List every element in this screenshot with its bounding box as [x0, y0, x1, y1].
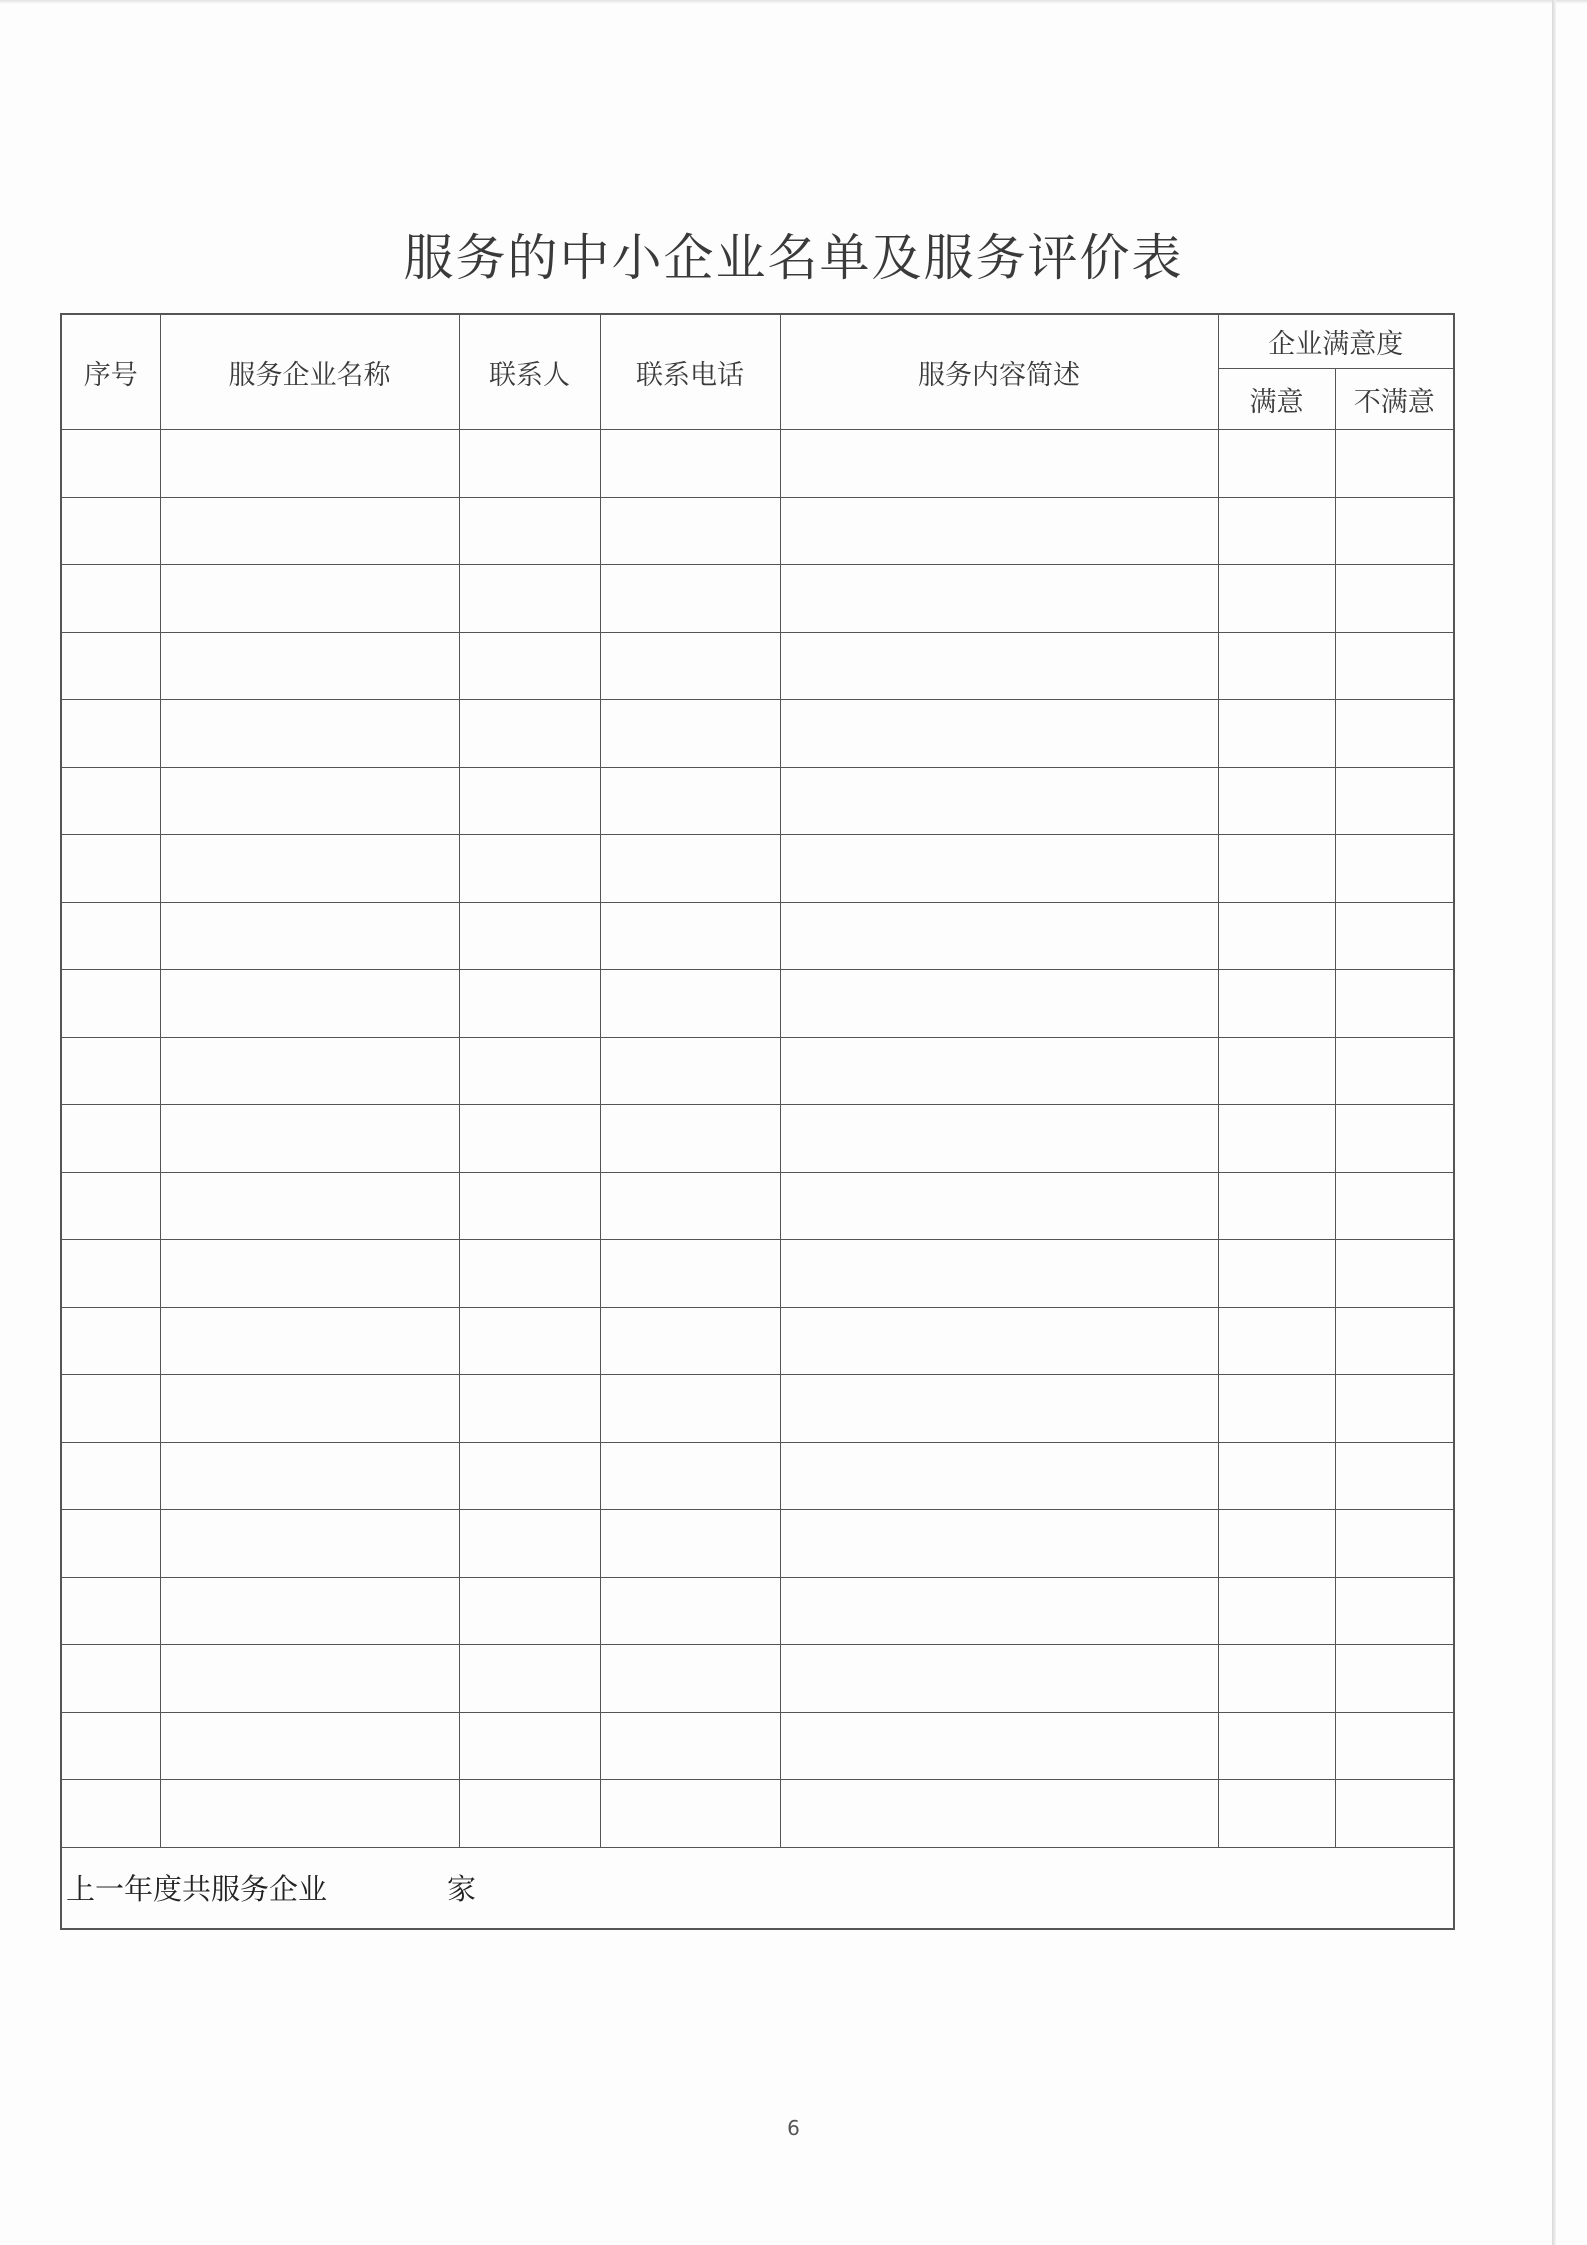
table-row: [61, 1442, 1454, 1510]
footer-summary-cell: [61, 1847, 1454, 1929]
cell-index[interactable]: [61, 565, 160, 633]
cell-contact[interactable]: [459, 1307, 600, 1375]
cell-service-description[interactable]: [780, 1240, 1218, 1308]
cell-unsatisfied[interactable]: [1335, 565, 1454, 633]
cell-phone[interactable]: [600, 1577, 780, 1645]
cell-company-name[interactable]: [160, 1645, 459, 1713]
table-footer-row: [61, 1847, 1454, 1929]
table-row: [61, 1645, 1454, 1713]
cell-service-description[interactable]: [780, 430, 1218, 498]
cell-service-description[interactable]: [780, 835, 1218, 903]
header-index: 序号: [61, 314, 160, 430]
cell-unsatisfied[interactable]: [1335, 1645, 1454, 1713]
scan-edge-top: [0, 0, 1587, 4]
page-number: 6: [787, 2116, 800, 2140]
cell-contact[interactable]: [459, 1037, 600, 1105]
cell-phone[interactable]: [600, 835, 780, 903]
cell-company-name[interactable]: [160, 970, 459, 1038]
cell-satisfied[interactable]: [1218, 1780, 1335, 1848]
table-row: [61, 497, 1454, 565]
cell-satisfied[interactable]: [1218, 1375, 1335, 1443]
cell-index[interactable]: [61, 1375, 160, 1443]
cell-unsatisfied[interactable]: [1335, 1712, 1454, 1780]
cell-satisfied[interactable]: [1218, 1105, 1335, 1173]
cell-phone[interactable]: [600, 497, 780, 565]
cell-index[interactable]: [61, 430, 160, 498]
cell-unsatisfied[interactable]: [1335, 700, 1454, 768]
cell-contact[interactable]: [459, 565, 600, 633]
cell-service-description[interactable]: [780, 1307, 1218, 1375]
cell-service-description[interactable]: [780, 700, 1218, 768]
table-row: [61, 767, 1454, 835]
cell-company-name[interactable]: [160, 1240, 459, 1308]
cell-contact[interactable]: [459, 1712, 600, 1780]
cell-phone[interactable]: [600, 1780, 780, 1848]
header-service-description: 服务内容简述: [780, 314, 1218, 430]
cell-unsatisfied[interactable]: [1335, 497, 1454, 565]
cell-satisfied[interactable]: [1218, 1240, 1335, 1308]
cell-unsatisfied[interactable]: [1335, 1307, 1454, 1375]
table-row: [61, 1105, 1454, 1173]
cell-satisfied[interactable]: [1218, 1442, 1335, 1510]
cell-index[interactable]: [61, 1510, 160, 1578]
cell-service-description[interactable]: [780, 767, 1218, 835]
cell-satisfied[interactable]: [1218, 497, 1335, 565]
cell-index[interactable]: [61, 767, 160, 835]
cell-index[interactable]: [61, 1712, 160, 1780]
header-satisfaction-group: 企业满意度: [1218, 314, 1454, 369]
cell-satisfied[interactable]: [1218, 902, 1335, 970]
cell-company-name[interactable]: [160, 1510, 459, 1578]
cell-unsatisfied[interactable]: [1335, 1105, 1454, 1173]
cell-service-description[interactable]: [780, 1037, 1218, 1105]
cell-satisfied[interactable]: [1218, 1037, 1335, 1105]
cell-phone[interactable]: [600, 1240, 780, 1308]
cell-satisfied[interactable]: [1218, 1510, 1335, 1578]
table-row: [61, 1240, 1454, 1308]
cell-unsatisfied[interactable]: [1335, 1780, 1454, 1848]
cell-index[interactable]: [61, 902, 160, 970]
cell-contact[interactable]: [459, 835, 600, 903]
cell-company-name[interactable]: [160, 565, 459, 633]
footer-unit: 家: [447, 1872, 477, 1906]
cell-contact[interactable]: [459, 1510, 600, 1578]
cell-phone[interactable]: [600, 1712, 780, 1780]
cell-service-description[interactable]: [780, 1780, 1218, 1848]
cell-company-name[interactable]: [160, 497, 459, 565]
cell-phone[interactable]: [600, 1105, 780, 1173]
cell-company-name[interactable]: [160, 902, 459, 970]
cell-phone[interactable]: [600, 1645, 780, 1713]
cell-phone[interactable]: [600, 970, 780, 1038]
cell-satisfied[interactable]: [1218, 632, 1335, 700]
cell-satisfied[interactable]: [1218, 565, 1335, 633]
cell-service-description[interactable]: [780, 1172, 1218, 1240]
cell-phone[interactable]: [600, 767, 780, 835]
cell-contact[interactable]: [459, 1172, 600, 1240]
cell-contact[interactable]: [459, 970, 600, 1038]
table-body: [61, 430, 1454, 1848]
cell-satisfied[interactable]: [1218, 700, 1335, 768]
cell-company-name[interactable]: [160, 1577, 459, 1645]
cell-contact[interactable]: [459, 1105, 600, 1173]
table-row: [61, 700, 1454, 768]
header-satisfied: 满意: [1218, 369, 1335, 430]
cell-company-name[interactable]: [160, 1712, 459, 1780]
cell-company-name[interactable]: [160, 1375, 459, 1443]
cell-phone[interactable]: [600, 1510, 780, 1578]
cell-company-name[interactable]: [160, 767, 459, 835]
cell-satisfied[interactable]: [1218, 835, 1335, 903]
cell-unsatisfied[interactable]: [1335, 430, 1454, 498]
cell-service-description[interactable]: [780, 1712, 1218, 1780]
cell-service-description[interactable]: [780, 1375, 1218, 1443]
cell-contact[interactable]: [459, 1375, 600, 1443]
cell-service-description[interactable]: [780, 902, 1218, 970]
cell-satisfied[interactable]: [1218, 1645, 1335, 1713]
table-row: [61, 835, 1454, 903]
cell-index[interactable]: [61, 1105, 160, 1173]
cell-contact[interactable]: [459, 497, 600, 565]
cell-index[interactable]: [61, 1645, 160, 1713]
cell-service-description[interactable]: [780, 1510, 1218, 1578]
table-row: [61, 970, 1454, 1038]
page-title: 服务的中小企业名单及服务评价表: [403, 229, 1184, 287]
cell-unsatisfied[interactable]: [1335, 767, 1454, 835]
cell-contact[interactable]: [459, 767, 600, 835]
cell-satisfied[interactable]: [1218, 970, 1335, 1038]
cell-index[interactable]: [61, 1240, 160, 1308]
cell-index[interactable]: [61, 1442, 160, 1510]
cell-satisfied[interactable]: [1218, 767, 1335, 835]
cell-service-description[interactable]: [780, 1442, 1218, 1510]
cell-service-description[interactable]: [780, 1105, 1218, 1173]
table-row: [61, 1037, 1454, 1105]
table-row: [61, 902, 1454, 970]
cell-index[interactable]: [61, 835, 160, 903]
service-evaluation-table: [60, 313, 1455, 1930]
cell-unsatisfied[interactable]: [1335, 1577, 1454, 1645]
cell-unsatisfied[interactable]: [1335, 1037, 1454, 1105]
cell-service-description[interactable]: [780, 1577, 1218, 1645]
header-phone: 联系电话: [600, 314, 780, 430]
cell-contact[interactable]: [459, 1577, 600, 1645]
cell-index[interactable]: [61, 700, 160, 768]
table-row: [61, 632, 1454, 700]
cell-index[interactable]: [61, 970, 160, 1038]
cell-satisfied[interactable]: [1218, 1172, 1335, 1240]
header-company-name: 服务企业名称: [160, 314, 459, 430]
cell-unsatisfied[interactable]: [1335, 1510, 1454, 1578]
cell-company-name[interactable]: [160, 632, 459, 700]
cell-contact[interactable]: [459, 700, 600, 768]
cell-phone[interactable]: [600, 700, 780, 768]
cell-unsatisfied[interactable]: [1335, 1172, 1454, 1240]
cell-contact[interactable]: [459, 1240, 600, 1308]
footer-label: 上一年度共服务企业: [66, 1872, 328, 1906]
table-row: [61, 565, 1454, 633]
cell-contact[interactable]: [459, 430, 600, 498]
table-row: [61, 1712, 1454, 1780]
cell-contact[interactable]: [459, 1645, 600, 1713]
scan-edge-right: [1552, 0, 1556, 2245]
cell-service-description[interactable]: [780, 1645, 1218, 1713]
cell-service-description[interactable]: [780, 970, 1218, 1038]
table-row: [61, 1172, 1454, 1240]
cell-contact[interactable]: [459, 1780, 600, 1848]
cell-index[interactable]: [61, 1577, 160, 1645]
cell-service-description[interactable]: [780, 565, 1218, 633]
cell-unsatisfied[interactable]: [1335, 1240, 1454, 1308]
table-row: [61, 1307, 1454, 1375]
cell-company-name[interactable]: [160, 1105, 459, 1173]
cell-contact[interactable]: [459, 1442, 600, 1510]
cell-satisfied[interactable]: [1218, 1577, 1335, 1645]
cell-service-description[interactable]: [780, 632, 1218, 700]
cell-phone[interactable]: [600, 565, 780, 633]
cell-phone[interactable]: [600, 632, 780, 700]
cell-company-name[interactable]: [160, 1780, 459, 1848]
cell-phone[interactable]: [600, 1442, 780, 1510]
cell-company-name[interactable]: [160, 835, 459, 903]
cell-phone[interactable]: [600, 1375, 780, 1443]
cell-unsatisfied[interactable]: [1335, 632, 1454, 700]
table-row: [61, 1510, 1454, 1578]
cell-phone[interactable]: [600, 1307, 780, 1375]
cell-company-name[interactable]: [160, 430, 459, 498]
header-contact: 联系人: [459, 314, 600, 430]
cell-unsatisfied[interactable]: [1335, 902, 1454, 970]
table-row: [61, 430, 1454, 498]
cell-company-name[interactable]: [160, 1037, 459, 1105]
header-unsatisfied: 不满意: [1335, 369, 1454, 430]
cell-satisfied[interactable]: [1218, 1712, 1335, 1780]
cell-index[interactable]: [61, 1780, 160, 1848]
cell-phone[interactable]: [600, 902, 780, 970]
cell-company-name[interactable]: [160, 1442, 459, 1510]
cell-index[interactable]: [61, 632, 160, 700]
cell-unsatisfied[interactable]: [1335, 1375, 1454, 1443]
cell-contact[interactable]: [459, 632, 600, 700]
cell-unsatisfied[interactable]: [1335, 835, 1454, 903]
cell-index[interactable]: [61, 1307, 160, 1375]
cell-satisfied[interactable]: [1218, 430, 1335, 498]
cell-phone[interactable]: [600, 1037, 780, 1105]
cell-satisfied[interactable]: [1218, 1307, 1335, 1375]
cell-index[interactable]: [61, 497, 160, 565]
table-row: [61, 1577, 1454, 1645]
table-row: [61, 1375, 1454, 1443]
cell-index[interactable]: [61, 1172, 160, 1240]
cell-service-description[interactable]: [780, 497, 1218, 565]
cell-unsatisfied[interactable]: [1335, 970, 1454, 1038]
cell-contact[interactable]: [459, 902, 600, 970]
cell-company-name[interactable]: [160, 1307, 459, 1375]
cell-phone[interactable]: [600, 1172, 780, 1240]
cell-company-name[interactable]: [160, 1172, 459, 1240]
cell-index[interactable]: [61, 1037, 160, 1105]
cell-unsatisfied[interactable]: [1335, 1442, 1454, 1510]
table-row: [61, 1780, 1454, 1848]
cell-phone[interactable]: [600, 430, 780, 498]
cell-company-name[interactable]: [160, 700, 459, 768]
